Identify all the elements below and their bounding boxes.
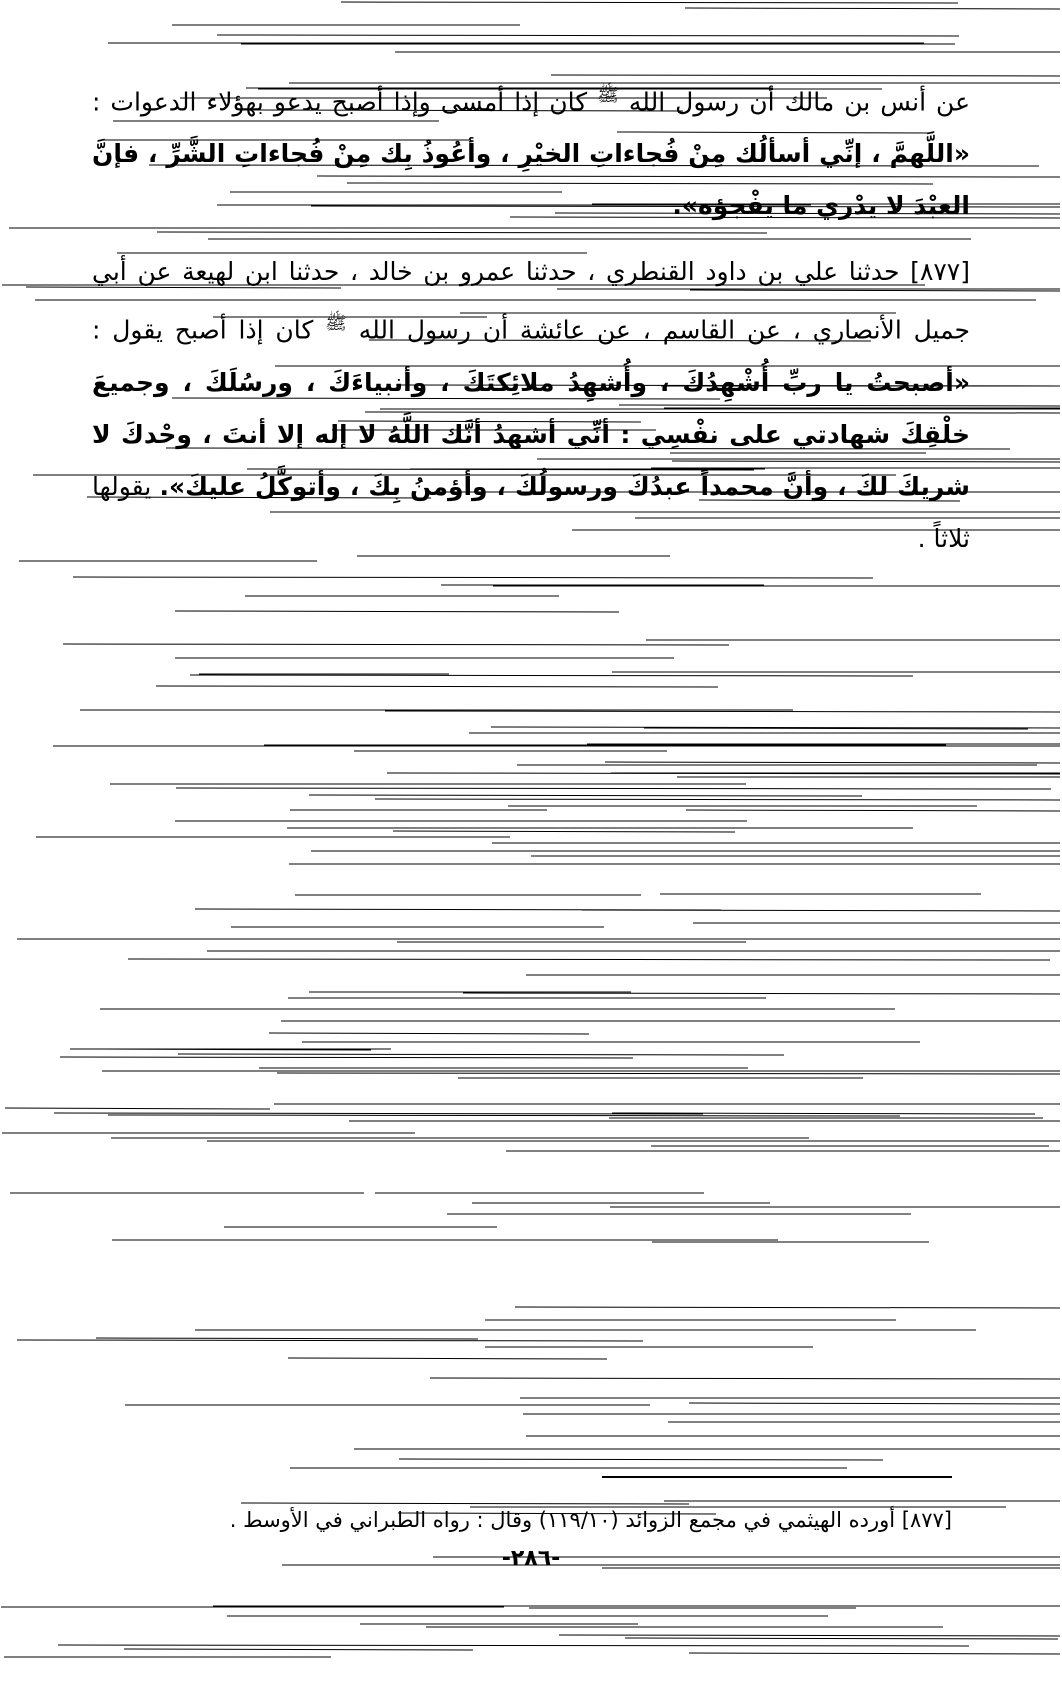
footnote: [٨٧٧] أورده الهيثمي في مجمع الزوائد (١١٩/١٠) وقال : رواه الطبراني في الأوسط .	[229, 1508, 952, 1532]
page-number: -٢٨٦-	[501, 1546, 561, 1571]
isnad-text: حدثنا علي بن داود القنطري ، حدثنا عمرو بن خالد ، حدثنا ابن لهيعة عن أبي جميل الأنصاري ، عن القاسم ، عن عائشة أن رسول الله	[92, 257, 970, 345]
main-text	[92, 70, 970, 565]
hadith-paragraph-2	[92, 246, 970, 564]
supplication-quote: «أصبحتُ يا ربِّ أُشْهِدُكَ ، وأُشهِدُ ملائِكتَكَ ، وأنبياءَكَ ، ورسُلَكَ ، وجميعَ خلْقِكَ شهادتي على نفْسِي : أنِّي أشهدُ أنَّك اللَّهُ لا إله إلا أنتَ ، وحْدكَ لا شريكَ لكَ ، وأنَّ محمداً عبدُكَ ورسولُكَ ، وأؤمنُ بِكَ ، وأتوكَّلُ عليكَ».	[92, 367, 970, 501]
salutation-symbol: ﷺ	[325, 313, 347, 335]
hadith-paragraph-1	[92, 70, 970, 232]
salutation-symbol: ﷺ	[597, 85, 619, 106]
repetition-note: يقولها ثلاثاً .	[92, 471, 970, 553]
footnote-divider	[602, 1476, 952, 1478]
hadith-number: [٨٧٧]	[910, 257, 970, 287]
isnad-text: كان إذا أمسى وإذا أصبح يدعو بهؤلاء الدعوات :	[92, 87, 588, 117]
isnad-text: عن أنس بن مالك أن رسول الله	[628, 87, 970, 117]
isnad-text: كان إذا أصبح يقول :	[92, 315, 314, 345]
supplication-quote: «اللَّهمَّ ، إنِّي أسألُك مِنْ فُجاءاتِ الخيْرِ ، وأعُوذُ بِك مِنْ فُجاءاتِ الشَّرِّ ، فإنَّ العبْدَ لا يدْري ما يفْجؤه».	[92, 139, 970, 221]
